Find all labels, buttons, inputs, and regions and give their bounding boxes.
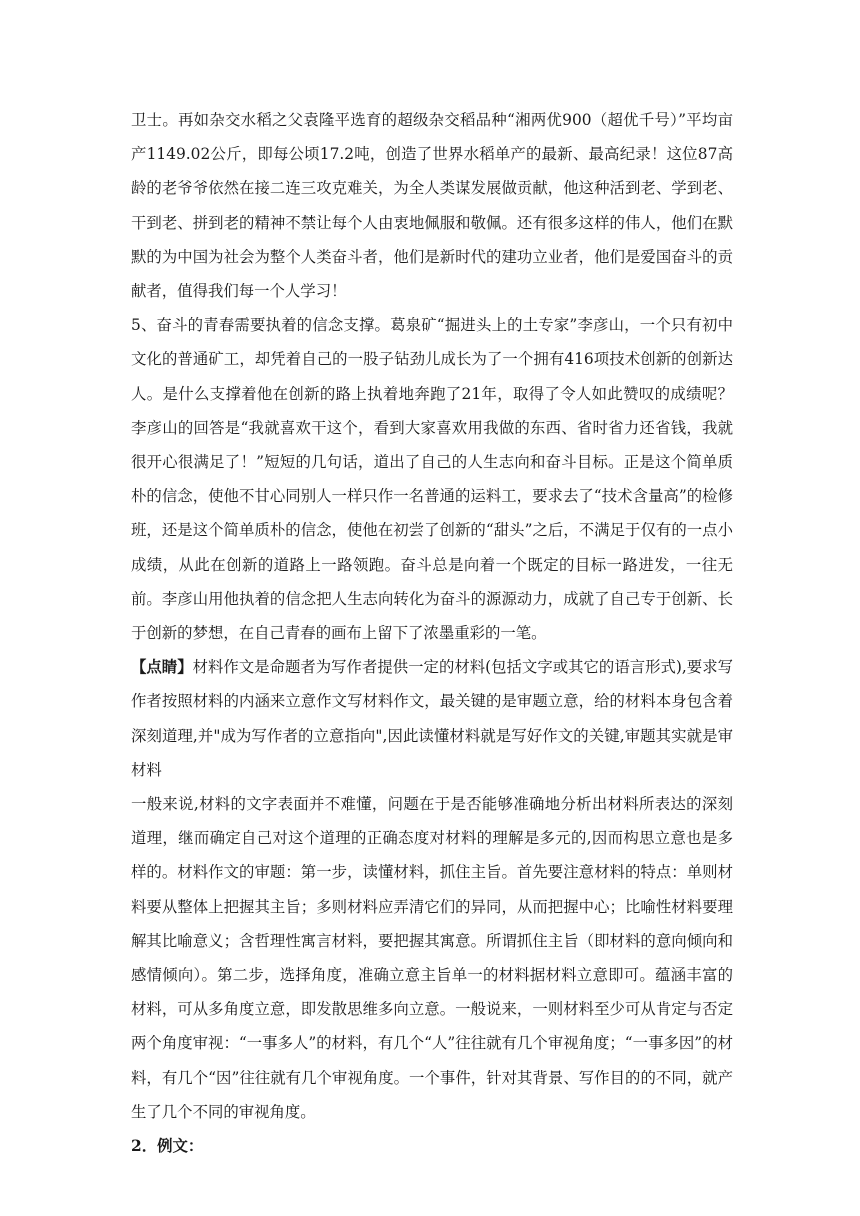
- paragraph-yuan-longping: 卫士。再如杂交水稻之父袁隆平选育的超级杂交稻品种“湘两优900（超优千号）”平均亩产1149.02公斤，即每公顷17.2吨，创造了世界水稻单产的最新、最高纪录！这位87高龄的老爷爷依然在接二连三攻克难关，为全人类谋发展做贡献，他这种活到老、学到老、干到老、拼到老的精神不禁让每个人由衷地佩服和敬佩。还有很多这样的伟人，他们在默默的为中国为社会为整个人类奋斗者，他们是新时代的建功立业者，他们是爱国奋斗的贡献者，值得我们每一个人学习！: [131, 111, 733, 301]
- paragraph-analysis: 一般来说,材料的文字表面并不难懂，问题在于是否能够准确地分析出材料所表达的深刻道理，继而确定自己对这个道理的正确态度对材料的理解是多元的,因而构思立意也是多样的。材料作文的审题：第一步，读懂材料，抓住主旨。首先要注意材料的特点：单则材料要从整体上把握其主旨；多则材料应弄清它们的异同，从而把握中心；比喻性材料要理解其比喻意义；含哲理性寓言材料，要把握其寓意。所谓抓住主旨（即材料的意向倾向和感情倾向）。第二步，选择角度，准确立意主旨单一的材料据材料立意即可。蕴涵丰富的材料，可从多角度立意，即发散思维多向立意。一般说来，一则材料至少可从肯定与否定两个角度审视：“一事多人”的材料，有几个“人”往往就有几个审视角度；“一事多因”的材料，有几个“因”往往就有几个审视角度。一个事件，针对其背景、写作目的的不同，就产生了几个不同的审视角度。: [131, 795, 733, 1121]
- commentary-lead-label: 【点睛】: [131, 658, 193, 677]
- paragraph-commentary: [131, 650, 733, 787]
- document-body: [131, 103, 733, 1163]
- section-heading-example: 2．例文：: [131, 1137, 204, 1156]
- commentary-text: 材料作文是命题者为写作者提供一定的材料(包括文字或其它的语言形式),要求写作者按照材料的内涵来立意作文写材料作文，最关键的是审题立意，给的材料本身包含着深刻道理,并"成为写作者的立意指向",因此读懂材料就是写好作文的关键,审题其实就是审材料: [131, 658, 733, 779]
- paragraph-li-yanshan: 5、奋斗的青春需要执着的信念支撑。葛泉矿“掘进头上的土专家”李彦山，一个只有初中文化的普通矿工，却凭着自己的一股子钻劲儿成长为了一个拥有416项技术创新的创新达人。是什么支撑着他在创新的路上执着地奔跑了21年，取得了令人如此赞叹的成绩呢？李彦山的回答是“我就喜欢干这个，看到大家喜欢用我做的东西、省时省力还省钱，我就很开心很满足了！”短短的几句话，道出了自己的人生志向和奋斗目标。正是这个简单质朴的信念，使他不甘心同别人一样只作一名普通的运料工，要求去了“技术含量高”的检修班，还是这个简单质朴的信念，使他在初尝了创新的“甜头”之后，不满足于仅有的一点小成绩，从此在创新的道路上一路领跑。奋斗总是向着一个既定的目标一路进发，一往无前。李彦山用他执着的信念把人生志向转化为奋斗的源源动力，成就了自己专于创新、长于创新的梦想，在自己青春的画布上留下了浓墨重彩的一笔。: [131, 316, 733, 643]
